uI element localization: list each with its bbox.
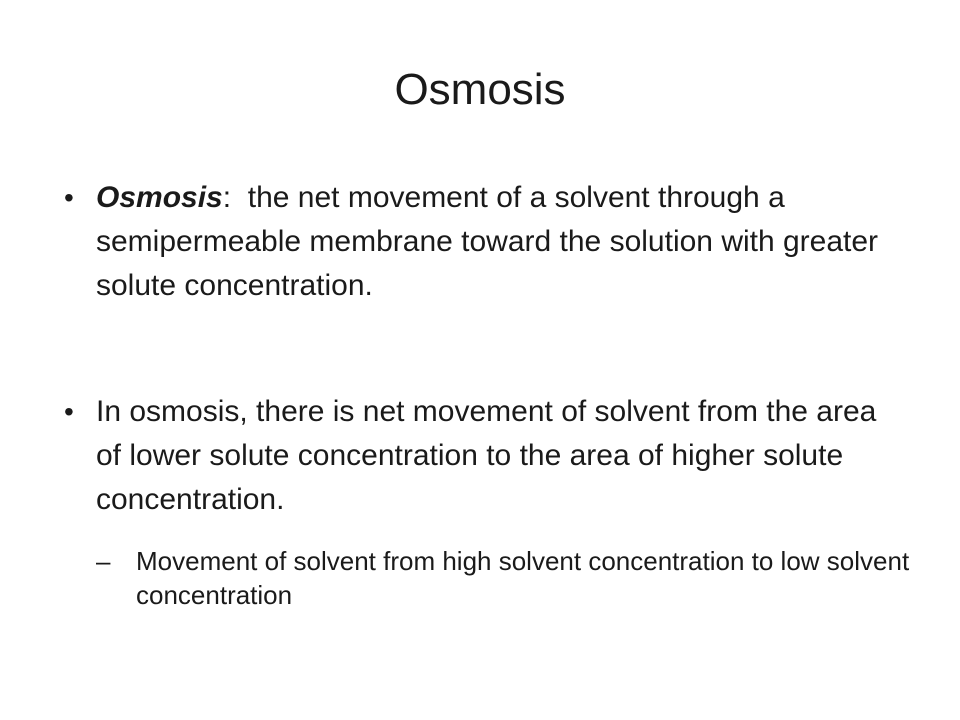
dash-icon: – bbox=[96, 546, 111, 576]
slide-title: Osmosis bbox=[394, 65, 566, 114]
bullet-dot-icon: • bbox=[64, 396, 74, 427]
definition-text: the net movement of a solvent through a semipermeable membrane toward the solution with greater solute concentration. bbox=[96, 181, 879, 302]
subbullet-solvent-movement bbox=[96, 544, 916, 612]
bullet-osmosis-definition bbox=[64, 176, 904, 308]
bullet-dot-icon: • bbox=[64, 182, 74, 213]
subbullet-text: Movement of solvent from high solvent concentration to low solvent concentration bbox=[136, 546, 910, 610]
definition-separator: : bbox=[222, 181, 248, 214]
definition-term: Osmosis bbox=[96, 181, 223, 214]
bullet-text: In osmosis, there is net movement of solvent from the area of lower solute concentration to the area of higher solute concentration. bbox=[96, 395, 877, 516]
bullet-text bbox=[96, 176, 904, 308]
bullet-osmosis-movement bbox=[64, 390, 904, 522]
